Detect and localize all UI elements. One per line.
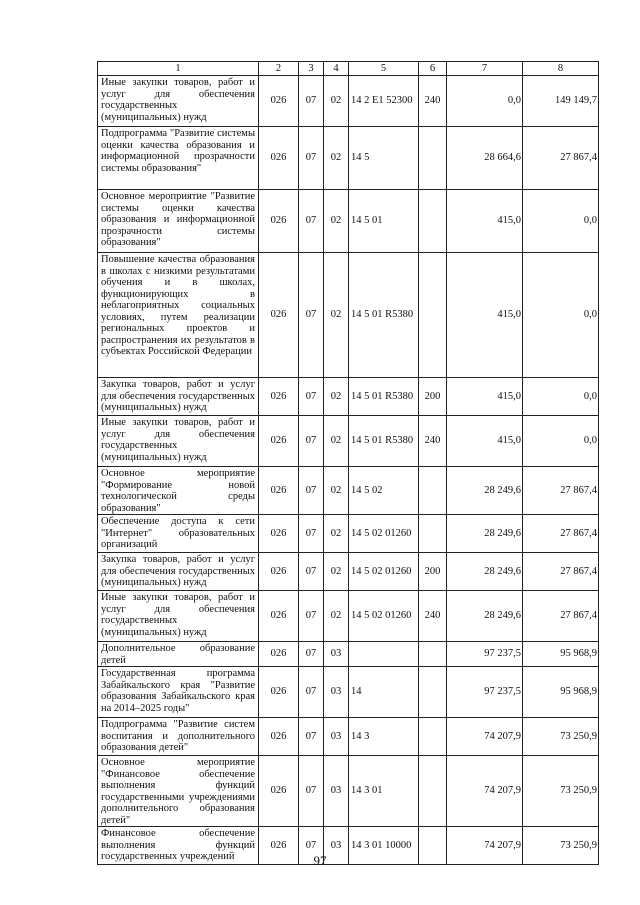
subsection-cell: 02 <box>324 253 349 378</box>
amount-cell: 74 207,9 <box>447 756 523 827</box>
header-cell: 7 <box>447 62 523 76</box>
section-cell: 07 <box>299 827 324 865</box>
subsection-cell: 03 <box>324 718 349 756</box>
code-cell: 026 <box>259 190 299 253</box>
expense-type-cell <box>419 467 447 515</box>
section-cell: 07 <box>299 718 324 756</box>
expense-type-cell: 200 <box>419 378 447 416</box>
code-cell: 026 <box>259 76 299 127</box>
section-cell: 07 <box>299 515 324 553</box>
amount-cell: 149 149,7 <box>523 76 599 127</box>
code-cell: 026 <box>259 515 299 553</box>
target-article-cell: 14 3 01 10000 <box>349 827 419 865</box>
header-cell: 4 <box>324 62 349 76</box>
header-cell: 8 <box>523 62 599 76</box>
amount-cell: 28 249,6 <box>447 467 523 515</box>
target-article-cell: 14 3 01 <box>349 756 419 827</box>
header-cell: 1 <box>98 62 259 76</box>
subsection-cell: 02 <box>324 416 349 467</box>
expense-type-cell <box>419 642 447 667</box>
table-row <box>98 416 599 467</box>
amount-cell: 73 250,9 <box>523 827 599 865</box>
table-row <box>98 591 599 642</box>
section-cell: 07 <box>299 378 324 416</box>
target-article-cell: 14 5 01 R5380 <box>349 253 419 378</box>
amount-cell: 73 250,9 <box>523 756 599 827</box>
table-row <box>98 378 599 416</box>
target-article-cell: 14 <box>349 667 419 718</box>
section-cell: 07 <box>299 467 324 515</box>
amount-cell: 0,0 <box>447 76 523 127</box>
target-article-cell: 14 5 02 01260 <box>349 553 419 591</box>
subsection-cell: 02 <box>324 378 349 416</box>
amount-cell: 415,0 <box>447 190 523 253</box>
row-name-cell: Иные закупки товаров, работ и услуг для обеспечения государственных (муниципальных) нужд <box>98 416 259 467</box>
table-row <box>98 190 599 253</box>
header-cell: 6 <box>419 62 447 76</box>
subsection-cell: 02 <box>324 190 349 253</box>
code-cell: 026 <box>259 467 299 515</box>
amount-cell: 97 237,5 <box>447 642 523 667</box>
amount-cell: 74 207,9 <box>447 718 523 756</box>
amount-cell: 415,0 <box>447 253 523 378</box>
row-name-cell: Повышение качества образования в школах с низкими результатами обучения и в школах, функционирующих в неблагоприятных социальных условиях, путем реализации региональных проектов и распространения их результатов в субъектах Российской Федерации <box>98 253 259 378</box>
subsection-cell: 02 <box>324 76 349 127</box>
subsection-cell: 02 <box>324 553 349 591</box>
row-name-cell: Финансовое обеспечение выполнения функций государственных учреждений <box>98 827 259 865</box>
row-name-cell: Дополнительное образование детей <box>98 642 259 667</box>
code-cell: 026 <box>259 591 299 642</box>
subsection-cell: 03 <box>324 827 349 865</box>
row-name-cell: Основное мероприятие "Развитие системы оценки качества образования и информационной прозрачности системы образования" <box>98 190 259 253</box>
amount-cell: 73 250,9 <box>523 718 599 756</box>
subsection-cell: 02 <box>324 515 349 553</box>
table-row <box>98 667 599 718</box>
expense-type-cell <box>419 253 447 378</box>
expense-type-cell <box>419 127 447 190</box>
amount-cell: 28 249,6 <box>447 591 523 642</box>
amount-cell: 27 867,4 <box>523 127 599 190</box>
amount-cell: 415,0 <box>447 378 523 416</box>
row-name-cell: Закупка товаров, работ и услуг для обеспечения государственных (муниципальных) нужд <box>98 553 259 591</box>
target-article-cell: 14 5 <box>349 127 419 190</box>
amount-cell: 27 867,4 <box>523 515 599 553</box>
amount-cell: 28 249,6 <box>447 515 523 553</box>
amount-cell: 0,0 <box>523 416 599 467</box>
amount-cell: 97 237,5 <box>447 667 523 718</box>
section-cell: 07 <box>299 591 324 642</box>
header-cell: 5 <box>349 62 419 76</box>
section-cell: 07 <box>299 642 324 667</box>
section-cell: 07 <box>299 76 324 127</box>
target-article-cell: 14 3 <box>349 718 419 756</box>
code-cell: 026 <box>259 253 299 378</box>
section-cell: 07 <box>299 253 324 378</box>
code-cell: 026 <box>259 718 299 756</box>
amount-cell: 27 867,4 <box>523 591 599 642</box>
amount-cell: 27 867,4 <box>523 553 599 591</box>
section-cell: 07 <box>299 416 324 467</box>
amount-cell: 0,0 <box>523 378 599 416</box>
subsection-cell: 02 <box>324 467 349 515</box>
table-row <box>98 553 599 591</box>
header-cell: 3 <box>299 62 324 76</box>
section-cell: 07 <box>299 127 324 190</box>
expense-type-cell <box>419 515 447 553</box>
row-name-cell: Подпрограмма "Развитие системы оценки качества образования и информационной прозрачности системы образования" <box>98 127 259 190</box>
table-row <box>98 515 599 553</box>
row-name-cell: Основное мероприятие "Формирование новой технологической среды образования" <box>98 467 259 515</box>
section-cell: 07 <box>299 756 324 827</box>
table-row <box>98 756 599 827</box>
amount-cell: 95 968,9 <box>523 667 599 718</box>
code-cell: 026 <box>259 642 299 667</box>
expense-type-cell <box>419 190 447 253</box>
row-name-cell: Подпрограмма "Развитие систем воспитания и дополнительного образования детей" <box>98 718 259 756</box>
subsection-cell: 02 <box>324 591 349 642</box>
subsection-cell: 03 <box>324 642 349 667</box>
amount-cell: 415,0 <box>447 416 523 467</box>
amount-cell: 28 249,6 <box>447 553 523 591</box>
table-row <box>98 253 599 378</box>
code-cell: 026 <box>259 416 299 467</box>
table-body <box>98 76 599 865</box>
section-cell: 07 <box>299 553 324 591</box>
target-article-cell <box>349 642 419 667</box>
expense-type-cell: 200 <box>419 553 447 591</box>
target-article-cell: 14 2 E1 52300 <box>349 76 419 127</box>
table-row <box>98 467 599 515</box>
row-name-cell: Иные закупки товаров, работ и услуг для обеспечения государственных (муниципальных) нужд <box>98 591 259 642</box>
amount-cell: 0,0 <box>523 190 599 253</box>
header-cell: 2 <box>259 62 299 76</box>
code-cell: 026 <box>259 553 299 591</box>
row-name-cell: Государственная программа Забайкальского края "Развитие образования Забайкальского края на 2014–2025 годы" <box>98 667 259 718</box>
row-name-cell: Основное мероприятие "Финансовое обеспечение выполнения функций государственными учреждениями дополнительного образования детей" <box>98 756 259 827</box>
expense-type-cell <box>419 718 447 756</box>
amount-cell: 95 968,9 <box>523 642 599 667</box>
amount-cell: 28 664,6 <box>447 127 523 190</box>
section-cell: 07 <box>299 667 324 718</box>
header-row <box>98 62 599 76</box>
code-cell: 026 <box>259 667 299 718</box>
expense-type-cell: 240 <box>419 591 447 642</box>
expense-type-cell <box>419 756 447 827</box>
target-article-cell: 14 5 02 01260 <box>349 591 419 642</box>
expense-type-cell: 240 <box>419 416 447 467</box>
code-cell: 026 <box>259 756 299 827</box>
amount-cell: 74 207,9 <box>447 827 523 865</box>
page-number: 97 <box>313 853 327 868</box>
amount-cell: 27 867,4 <box>523 467 599 515</box>
subsection-cell: 03 <box>324 756 349 827</box>
subsection-cell: 03 <box>324 667 349 718</box>
row-name-cell: Закупка товаров, работ и услуг для обеспечения государственных (муниципальных) нужд <box>98 378 259 416</box>
target-article-cell: 14 5 01 <box>349 190 419 253</box>
table-row <box>98 76 599 127</box>
table-row <box>98 642 599 667</box>
target-article-cell: 14 5 01 R5380 <box>349 416 419 467</box>
table-row <box>98 718 599 756</box>
amount-cell: 0,0 <box>523 253 599 378</box>
section-cell: 07 <box>299 190 324 253</box>
target-article-cell: 14 5 01 R5380 <box>349 378 419 416</box>
code-cell: 026 <box>259 827 299 865</box>
expense-type-cell: 240 <box>419 76 447 127</box>
subsection-cell: 02 <box>324 127 349 190</box>
row-name-cell: Иные закупки товаров, работ и услуг для обеспечения государственных (муниципальных) нужд <box>98 76 259 127</box>
target-article-cell: 14 5 02 01260 <box>349 515 419 553</box>
table-row <box>98 127 599 190</box>
code-cell: 026 <box>259 378 299 416</box>
code-cell: 026 <box>259 127 299 190</box>
budget-table <box>97 61 599 865</box>
row-name-cell: Обеспечение доступа к сети "Интернет" образовательных организаций <box>98 515 259 553</box>
target-article-cell: 14 5 02 <box>349 467 419 515</box>
expense-type-cell <box>419 667 447 718</box>
